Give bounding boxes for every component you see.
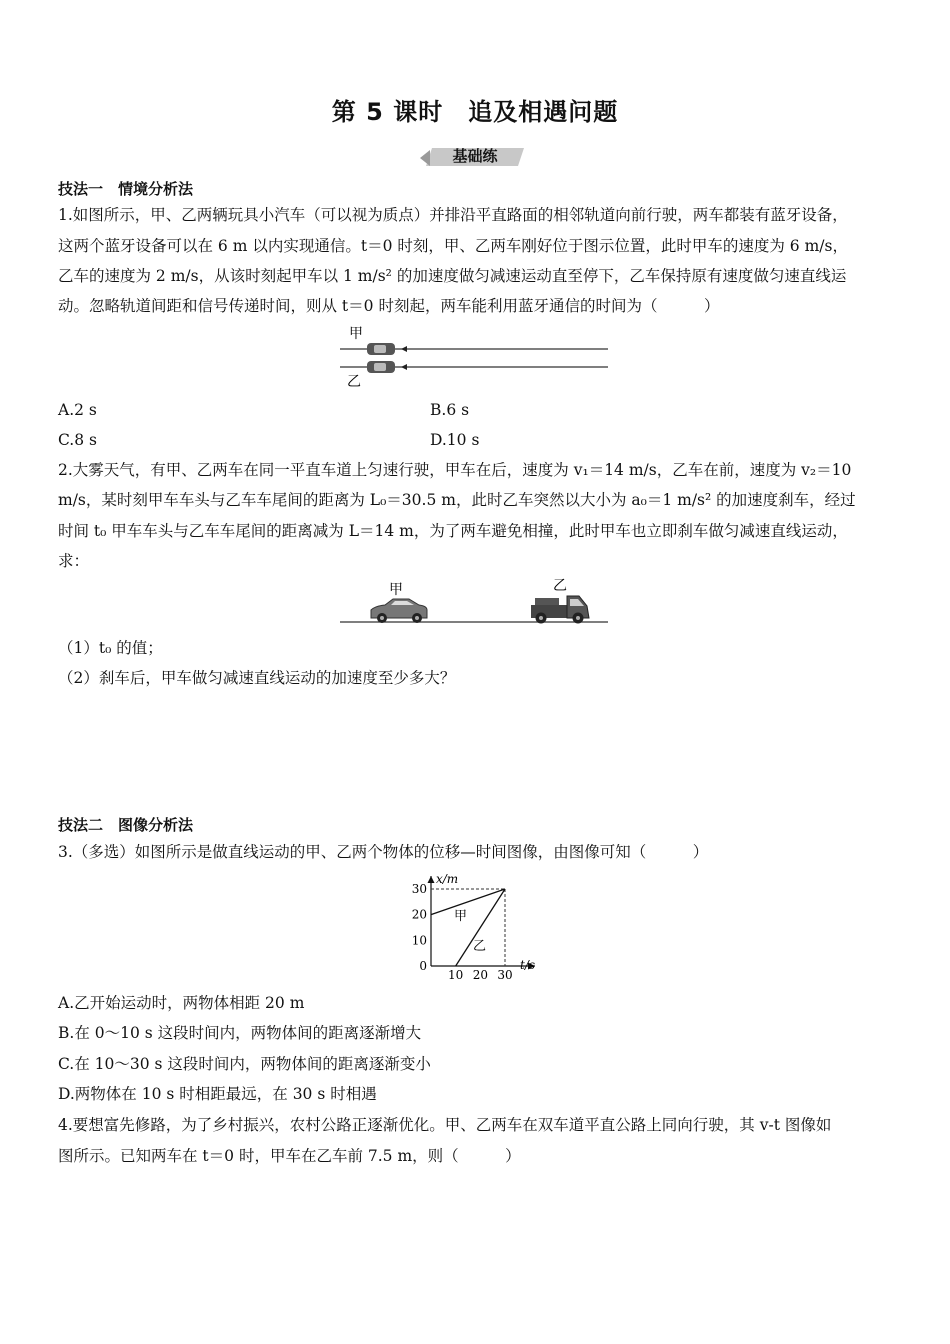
q2-text-line: 时间 t₀ 甲车车头与乙车车尾间的距离减为 L＝14 m，为了两车避免相撞，此时甲车也立即刹车做匀减速直线运动， (58, 522, 848, 540)
toy-car-yi (367, 361, 407, 373)
section-heading-2: 技法二 图像分析法 (58, 816, 194, 834)
y-tick-label: 0 (419, 959, 427, 973)
q3-text-line: 3.（多选）如图所示是做直线运动的甲、乙两个物体的位移—时间图像，由图像可知（ ） (58, 843, 709, 861)
badge-label: 基础练 (452, 147, 498, 165)
label-yi: 乙 (347, 374, 361, 390)
x-tick-label: 20 (472, 968, 488, 982)
x-axis-label: t/s (520, 958, 536, 972)
q2-sub-question-2: （2）刹车后，甲车做匀减速直线运动的加速度至少多大？ (58, 669, 456, 687)
q1-text-line: 这两个蓝牙设备可以在 6 m 以内实现通信。t＝0 时刻，甲、乙两车刚好位于图示位置，此时甲车的速度为 6 m/s， (58, 237, 848, 255)
section-badge (420, 146, 530, 168)
q3-option-a: A.乙开始运动时，两物体相距 20 m (58, 994, 305, 1012)
q1-track-figure (335, 322, 615, 390)
q1-text-line: 乙车的速度为 2 m/s，从该时刻起甲车以 1 m/s² 的加速度做匀减速运动直至停下，乙车保持原有速度做匀速直线运 (58, 267, 847, 285)
q3-option-d: D.两物体在 10 s 时相距最远，在 30 s 时相遇 (58, 1085, 377, 1103)
q2-text-line: 2.大雾天气，有甲、乙两车在同一平直车道上匀速行驶，甲车在后，速度为 v₁＝14 m/s，乙车在前，速度为 v₂＝10 (58, 461, 852, 479)
toy-car-jia (367, 343, 407, 355)
q2-text-line: m/s，某时刻甲车车头与乙车车尾间的距离为 L₀＝30.5 m，此时乙车突然以大小为 a₀＝1 m/s² 的加速度刹车，经过 (58, 491, 856, 509)
q1-text-line: 动。忽略轨道间距和信号传递时间，则从 t＝0 时刻起，两车能利用蓝牙通信的时间为（ ） (58, 297, 720, 315)
y-tick-label: 30 (411, 882, 427, 896)
q3-option-b: B.在 0～10 s 这段时间内，两物体间的距离逐渐增大 (58, 1024, 422, 1042)
q4-text-line: 图所示。已知两车在 t＝0 时，甲车在乙车前 7.5 m，则（ ） (58, 1147, 521, 1165)
x-tick-label: 30 (497, 968, 513, 982)
label-yi: 乙 (553, 578, 567, 594)
sedan-car-jia (371, 599, 427, 623)
q3-xt-chart (400, 868, 545, 984)
q1-text-line: 1.如图所示，甲、乙两辆玩具小汽车（可以视为质点）并排沿平直路面的相邻轨道向前行驶，两车都装有蓝牙设备， (58, 206, 848, 224)
q3-option-c: C.在 10～30 s 这段时间内，两物体间的距离逐渐变小 (58, 1055, 431, 1073)
q1-option-a: A.2 s (58, 401, 97, 419)
series-line-yi (456, 889, 505, 966)
label-jia: 甲 (349, 326, 363, 342)
series-label-jia: 甲 (454, 909, 468, 924)
q1-option-b: B.6 s (430, 401, 470, 419)
q2-road-figure (335, 574, 615, 630)
y-axis-label: x/m (436, 872, 459, 886)
series-line-jia (431, 889, 505, 915)
series-label-yi: 乙 (473, 939, 487, 954)
label-jia: 甲 (389, 582, 403, 598)
y-tick-label: 20 (411, 907, 427, 922)
q4-text-line: 4.要想富先修路，为了乡村振兴，农村公路正逐渐优化。甲、乙两车在双车道平直公路上同向行驶，其 v-t 图像如 (58, 1116, 832, 1134)
y-tick-label: 10 (411, 933, 427, 948)
q2-text-line: 求： (58, 552, 90, 570)
page-title: 第 5 课时 追及相遇问题 (331, 98, 619, 126)
q2-sub-question-1: （1）t₀ 的值； (58, 639, 163, 657)
q1-option-c: C.8 s (58, 431, 97, 449)
x-tick-label: 10 (448, 968, 464, 982)
section-heading-1: 技法一 情境分析法 (58, 180, 194, 198)
q1-option-d: D.10 s (430, 431, 480, 449)
pickup-truck-yi (531, 596, 589, 624)
